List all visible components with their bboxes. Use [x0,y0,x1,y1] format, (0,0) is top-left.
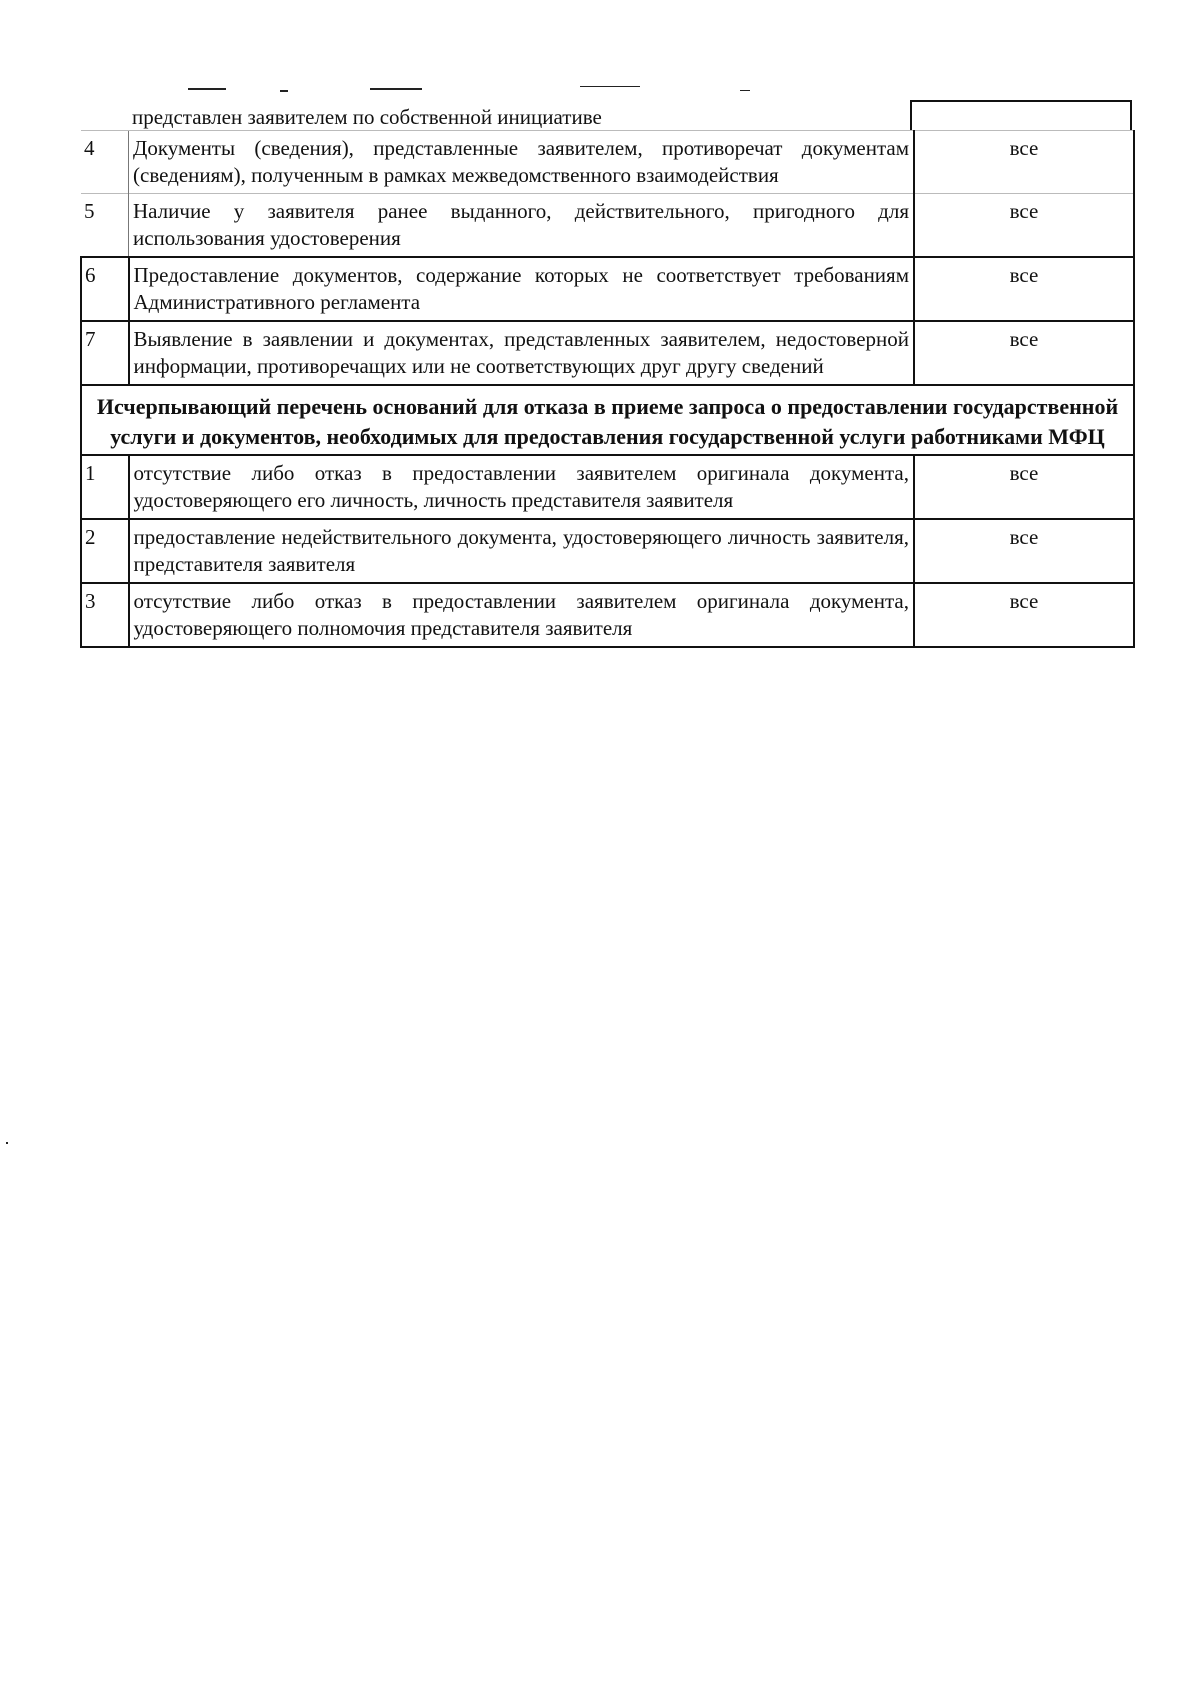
row-scope: все [914,583,1134,647]
scan-artifact [580,86,640,87]
table-border [910,100,912,130]
row-scope: все [914,131,1134,194]
table-row [81,194,1134,258]
section-heading: Исчерпывающий перечень оснований для отказа в приеме запроса о предоставлении государственной услуги и документов, необходимых для предоставления государственной услуги работниками МФЦ [81,385,1134,455]
row-description: Предоставление документов, содержание которых не соответствует требованиям Административного регламента [129,257,915,321]
table-row [81,455,1134,519]
row-description: Наличие у заявителя ранее выданного, действительного, пригодного для использования удостоверения [129,194,915,258]
scan-artifact [370,88,422,90]
row-number: 7 [81,321,129,385]
table-row [81,257,1134,321]
row-description: Документы (сведения), представленные заявителем, противоречат документам (сведениям), полученным в рамках межведомственного взаимодействия [129,131,915,194]
row-scope: все [914,455,1134,519]
grounds-table [80,130,1135,648]
row-number: 5 [81,194,129,258]
row-scope: все [914,519,1134,583]
scan-artifact [6,1142,8,1144]
section-heading-row [81,385,1134,455]
row-description: предоставление недействительного документа, удостоверяющего личность заявителя, представителя заявителя [129,519,915,583]
row-scope: все [914,194,1134,258]
continued-row [80,96,1132,130]
scan-artifact [740,90,750,91]
scan-artifact [280,90,288,92]
row-number: 6 [81,257,129,321]
table-row [81,519,1134,583]
row-number: 1 [81,455,129,519]
table-row [81,131,1134,194]
scan-artifact [188,88,226,90]
row-number: 2 [81,519,129,583]
table-row [81,583,1134,647]
table-border [1130,100,1132,130]
row-scope: все [914,321,1134,385]
table-border [910,100,1132,102]
row-number: 3 [81,583,129,647]
continued-row-text: представлен заявителем по собственной инициативе [132,105,602,129]
row-scope: все [914,257,1134,321]
row-description: отсутствие либо отказ в предоставлении заявителем оригинала документа, удостоверяющего полномочия представителя заявителя [129,583,915,647]
row-number: 4 [81,131,129,194]
table-row [81,321,1134,385]
row-description: Выявление в заявлении и документах, представленных заявителем, недостоверной информации, противоречащих или не соответствующих друг другу сведений [129,321,915,385]
row-description: отсутствие либо отказ в предоставлении заявителем оригинала документа, удостоверяющего его личность, личность представителя заявителя [129,455,915,519]
